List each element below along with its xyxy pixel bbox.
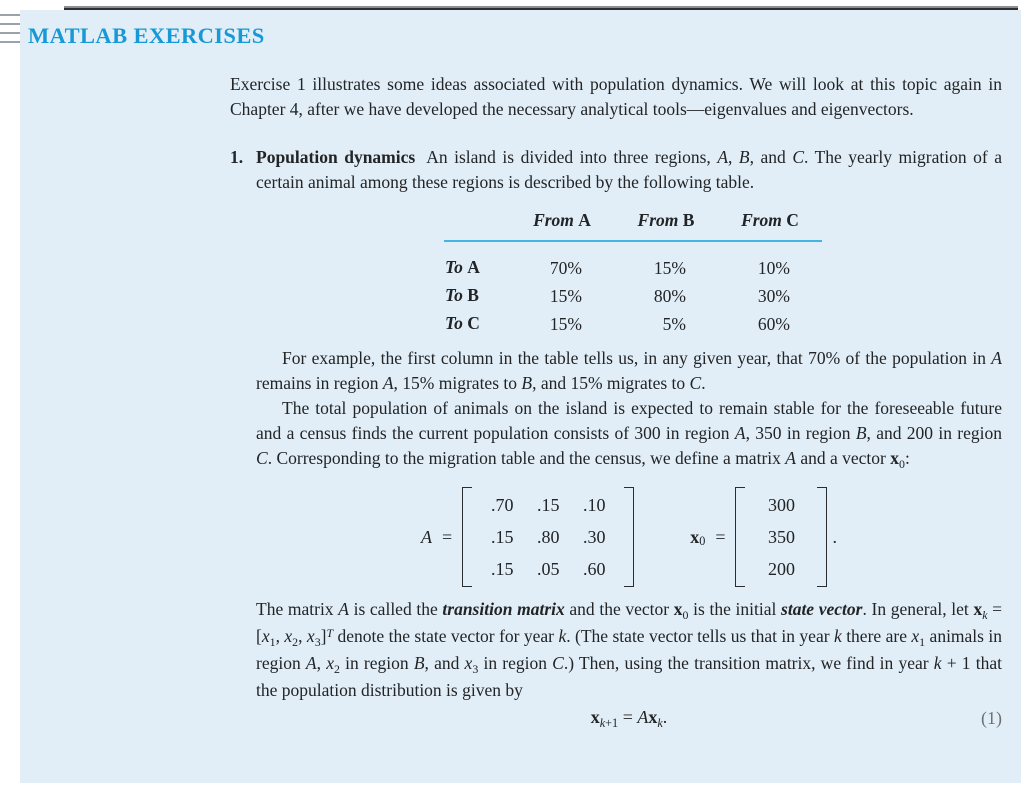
header-from-b: From B bbox=[614, 208, 718, 241]
left-bracket bbox=[735, 487, 745, 587]
header-spacer-cell bbox=[444, 208, 510, 241]
row-label-to-b: To B bbox=[445, 285, 479, 305]
transition-matrix bbox=[462, 487, 634, 587]
matrix-definitions bbox=[256, 487, 1002, 587]
matrix-cell: .15 bbox=[490, 527, 514, 547]
matrix-a-symbol: A bbox=[421, 527, 433, 547]
matrix-cell: .10 bbox=[582, 495, 606, 515]
row-label-to-a: To A bbox=[445, 257, 480, 277]
matrix-cell: .30 bbox=[582, 527, 606, 547]
state-vector-subscript: 0 bbox=[699, 533, 706, 548]
table-row-to-a bbox=[444, 241, 822, 281]
equals-sign: = bbox=[715, 527, 726, 547]
cell-value: 15% bbox=[549, 285, 582, 306]
exercise-1 bbox=[230, 145, 1002, 732]
cell-value: 80% bbox=[653, 285, 686, 306]
header-from-a: From A bbox=[510, 208, 614, 241]
initial-state-vector bbox=[735, 487, 827, 587]
cell-value: 15% bbox=[549, 313, 582, 334]
vector-cell: 350 bbox=[767, 527, 795, 547]
migration-table-header-row bbox=[444, 208, 822, 241]
state-vector-symbol: x bbox=[690, 527, 700, 547]
equation-1 bbox=[256, 705, 1002, 732]
table-row-to-b bbox=[444, 281, 822, 309]
matrix-cell: .70 bbox=[490, 495, 514, 515]
example-paragraph: For example, the first column in the table tells us, in any given year, that 70% of the population in A remains in region A, 15% migrates to B, and 15% migrates to C. bbox=[256, 348, 1002, 393]
exercise-number: 1. bbox=[230, 147, 244, 167]
migration-table bbox=[444, 208, 822, 337]
left-bracket bbox=[462, 487, 472, 587]
equation-expression: $x_{k+1} = Ax_k$. bbox=[590, 707, 668, 730]
section-heading: MATLAB EXERCISES bbox=[28, 23, 265, 48]
vector-entries bbox=[752, 487, 810, 587]
cell-value: 10% bbox=[757, 257, 790, 278]
exercise-title: Population dynamics bbox=[256, 147, 416, 167]
matrix-cell: .05 bbox=[536, 559, 560, 579]
matrix-entries bbox=[479, 487, 617, 587]
content-column bbox=[230, 10, 1002, 732]
intro-paragraph: Exercise 1 illustrates some ideas associated with population dynamics. We will look at this topic again in Chapter 4, after we have developed the necessary analytical tools—eigenvalues and eigenvectors. bbox=[230, 74, 1002, 119]
equals-sign: = bbox=[442, 527, 453, 547]
matlab-exercises-panel bbox=[20, 10, 1021, 783]
cell-value: 70% bbox=[549, 257, 582, 278]
cell-value: 5% bbox=[662, 313, 686, 334]
header-from-c: From C bbox=[718, 208, 822, 241]
matrix-cell: .15 bbox=[536, 495, 560, 515]
transition-paragraph: The matrix A is called the transition matrix and the vector $x_0$ is the initial state vector. In general, let $x_k = [x_1$, $x_2$, $x_3]^T$ denote the state vector for year k. (The state vector tells us that in year k there are $x_1$ animals in region A, $x_2$ in region B, and $x_3$ in region C.) Then, using the transition matrix, we find in year k + 1 that the population distribution is given by bbox=[256, 599, 1003, 700]
cell-value: 60% bbox=[757, 313, 790, 334]
right-bracket bbox=[817, 487, 827, 587]
cell-value: 30% bbox=[757, 285, 790, 306]
row-label-to-c: To C bbox=[445, 313, 480, 333]
trailing-period: . bbox=[832, 527, 837, 547]
vector-cell: 200 bbox=[767, 559, 795, 579]
matrix-cell: .80 bbox=[536, 527, 560, 547]
census-paragraph: The total population of animals on the island is expected to remain stable for the foreseeable future and a census finds the current population consists of 300 in region A, 350 in region B, and 200 in region C. Corresponding to the migration table and the census, we define a matrix A and a vector $x_0$: bbox=[256, 398, 1003, 471]
table-row-to-c bbox=[444, 309, 822, 337]
exercise-lead-paragraph bbox=[256, 145, 1002, 195]
equation-number: (1) bbox=[981, 708, 1002, 728]
matrix-cell: .60 bbox=[582, 559, 606, 579]
right-bracket bbox=[624, 487, 634, 587]
cell-value: 15% bbox=[653, 257, 686, 278]
matrix-cell: .15 bbox=[490, 559, 514, 579]
vector-cell: 300 bbox=[767, 495, 795, 515]
exercise-lead-text: An island is divided into three regions, A, B, and C. The yearly migration of a certain animal among these regions is described by the following table. bbox=[256, 147, 1002, 192]
